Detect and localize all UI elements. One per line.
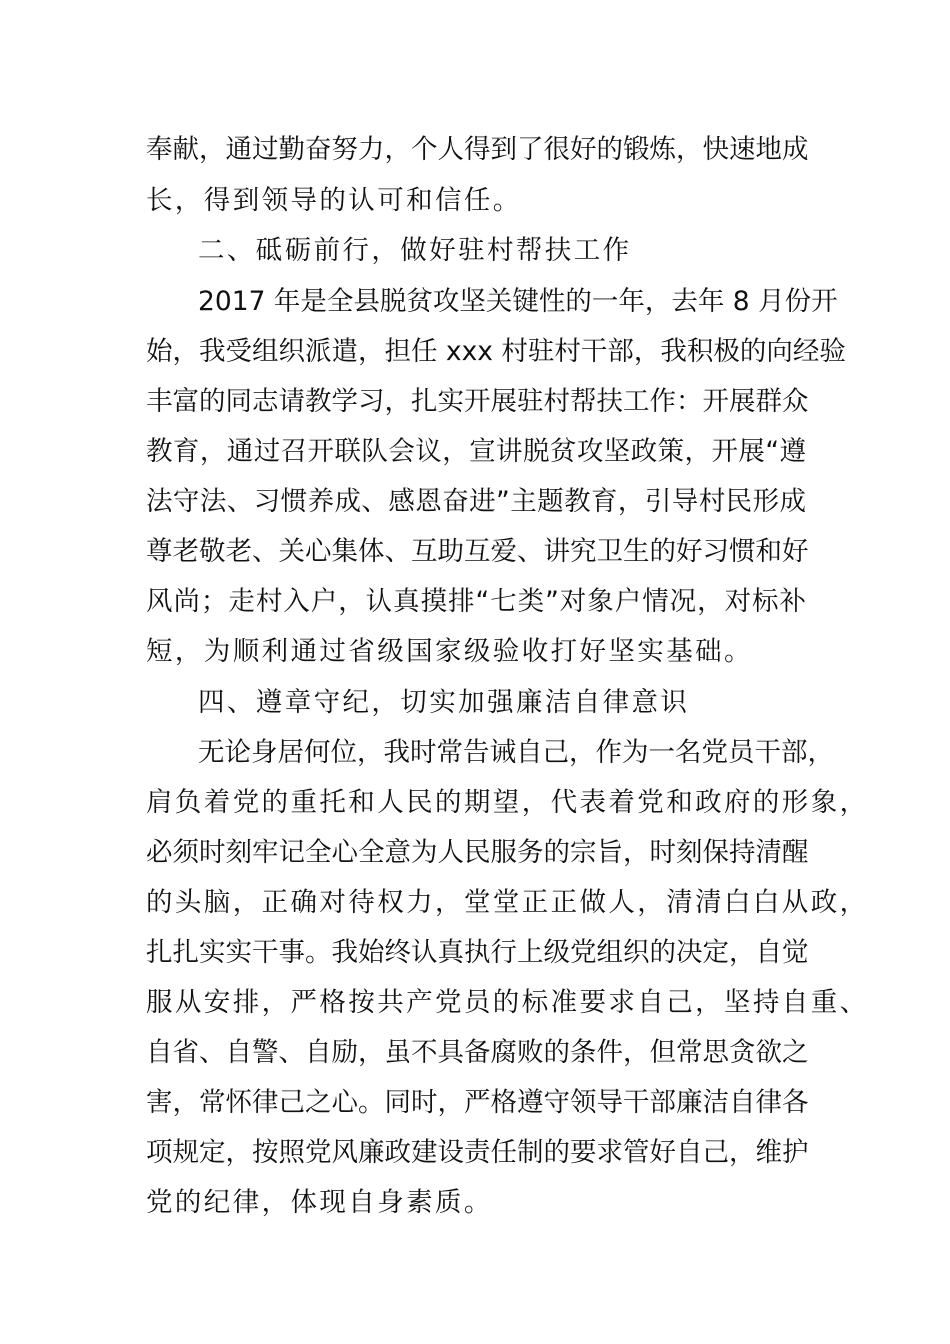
paragraph-3-line-8: 害，常怀律己之心。同时，严格遵守领导干部廉洁自律各: [146, 1087, 809, 1118]
paragraph-3-line-7: 自省、自警、自励，虽不具备腐败的条件，但常思贪欲之: [146, 1037, 809, 1068]
paragraph-3-line-2: 肩负着党的重托和人民的期望，代表着党和政府的形象，: [146, 787, 869, 818]
paragraph-2-line-2: 始，我受组织派遣，担任 xxx 村驻村干部，我积极的向经验: [146, 336, 846, 367]
paragraph-3-line-1: 无论身居何位，我时常告诫自己，作为一名党员干部，: [198, 737, 834, 768]
section-heading-4: 四、遵章守纪，切实加强廉洁自律意识: [198, 687, 690, 718]
paragraph-2-line-8: 短，为顺利通过省级国家级验收打好坚实基础。: [146, 636, 753, 667]
paragraph-3-line-9: 项规定，按照党风廉政建设责任制的要求管好自己，维护: [146, 1137, 809, 1168]
paragraph-2-line-1: 2017 年是全县脱贫攻坚关键性的一年，去年 8 月份开: [198, 286, 838, 317]
paragraph-2-line-7: 风尚；走村入户，认真摸排“七类”对象户情况，对标补: [146, 586, 806, 617]
paragraph-3-line-4: 的头脑，正确对待权力，堂堂正正做人，清清白白从政，: [146, 887, 869, 918]
section-heading-2: 二、砥砺前行，做好驻村帮扶工作: [198, 235, 632, 266]
paragraph-1-line-1: 奉献，通过勤奋努力，个人得到了很好的锻炼，快速地成: [146, 134, 809, 165]
paragraph-1-line-2: 长，得到领导的认可和信任。: [146, 185, 522, 216]
paragraph-2-line-5: 法守法、习惯养成、感恩奋进”主题教育，引导村民形成: [146, 486, 806, 517]
paragraph-3-line-3: 必须时刻牢记全心全意为人民服务的宗旨，时刻保持清醒: [146, 837, 809, 868]
paragraph-2-line-4: 教育，通过召开联队会议，宣讲脱贫攻坚政策，开展“遵: [146, 436, 806, 467]
paragraph-3-line-6: 服从安排，严格按共产党员的标准要求自己，坚持自重、: [146, 987, 869, 1018]
paragraph-3-line-5: 扎扎实实干事。我始终认真执行上级党组织的决定，自觉: [146, 937, 809, 968]
paragraph-2-line-6: 尊老敬老、关心集体、互助互爱、讲究卫生的好习惯和好: [146, 536, 809, 567]
paragraph-3-line-10: 党的纪律，体现自身素质。: [146, 1187, 493, 1218]
paragraph-2-line-3: 丰富的同志请教学习，扎实开展驻村帮扶工作：开展群众: [146, 386, 809, 417]
